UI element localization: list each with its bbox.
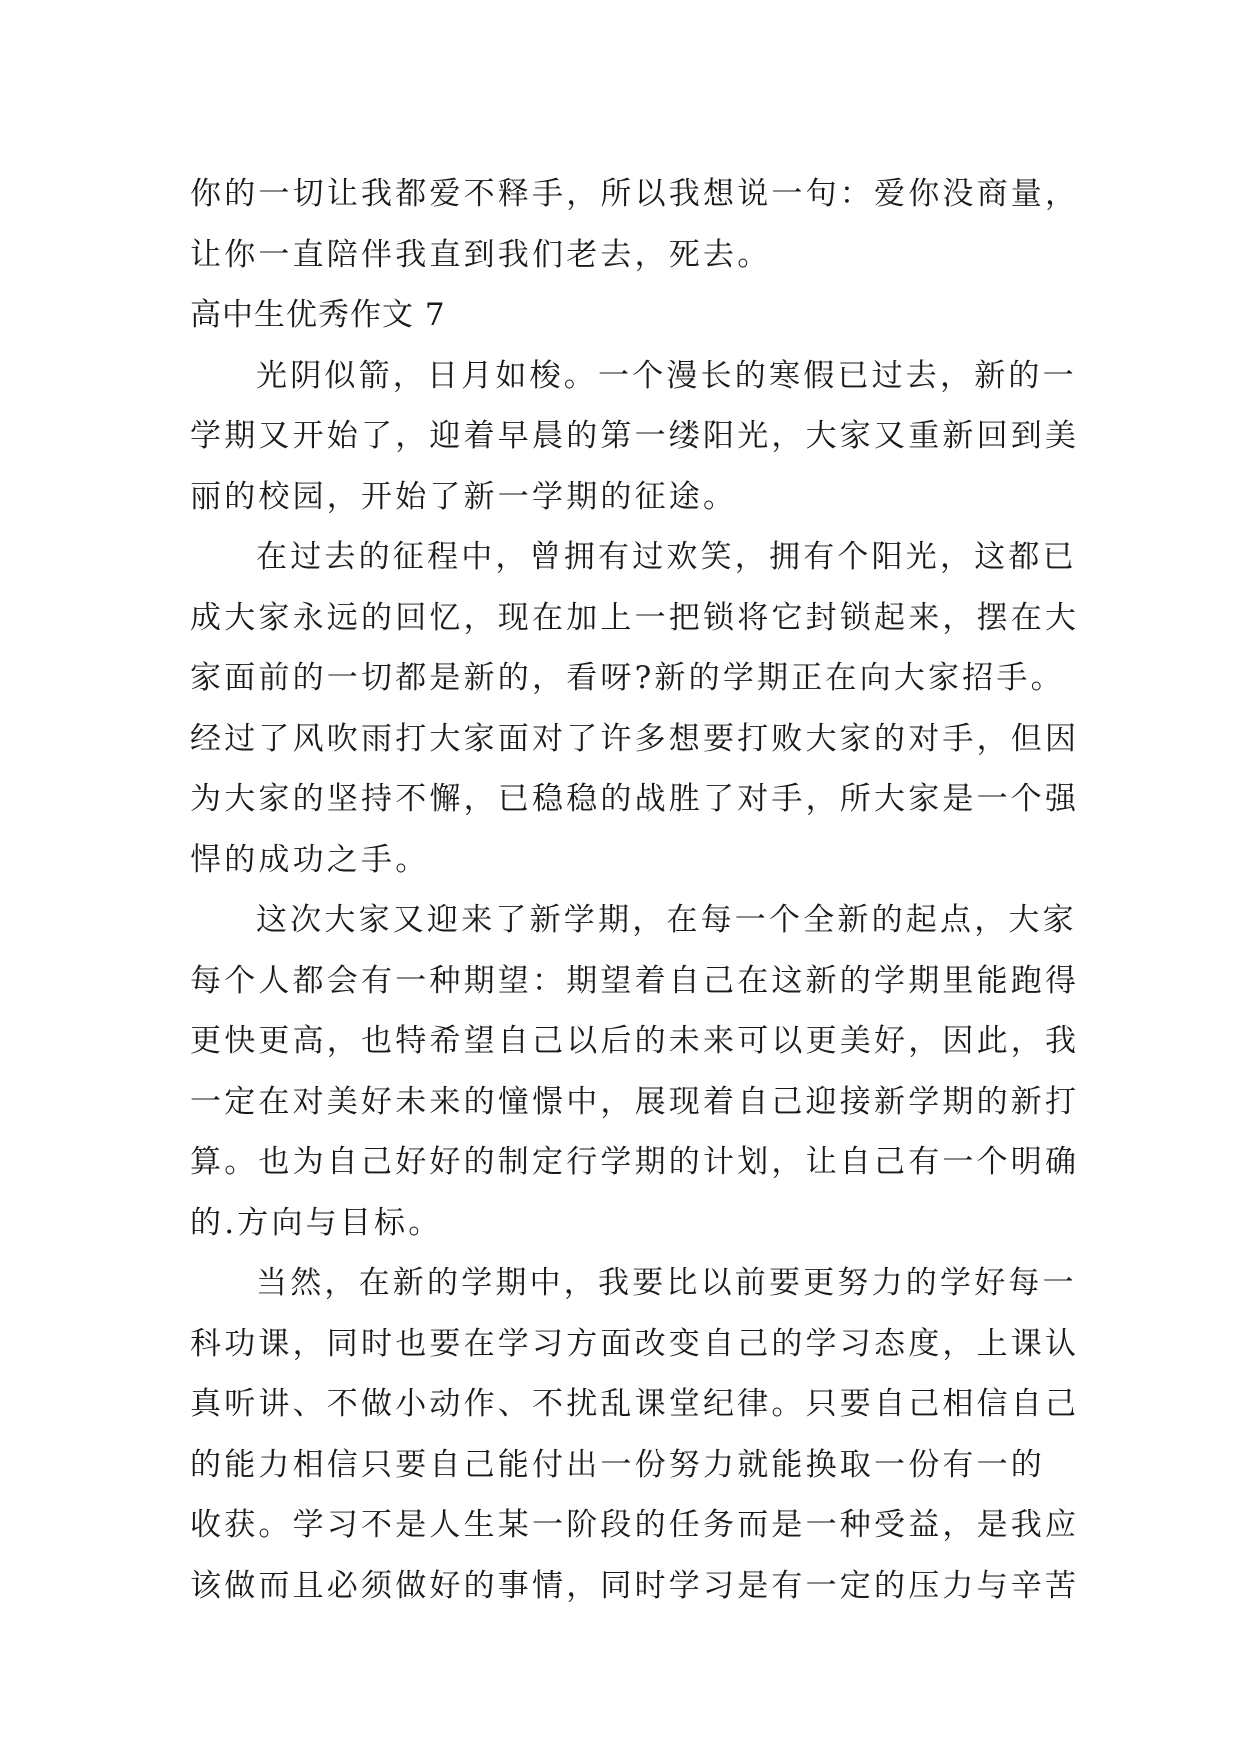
text-line: 收获。学习不是人生某一阶段的任务而是一种受益，是我应 [190,1507,1080,1543]
paragraph-first-line: 当然，在新的学期中，我要比以前要更努力的学好每一 [256,1265,1077,1301]
text-line: 为大家的坚持不懈，已稳稳的战胜了对手，所大家是一个强 [190,781,1080,817]
text-line: 让你一直陪伴我直到我们老去，死去。 [190,236,772,273]
text-line: 该做而且必须做好的事情，同时学习是有一定的压力与辛苦 [190,1567,1080,1604]
text-line: 真听讲、不做小动作、不扰乱课堂纪律。只要自己相信自己 [190,1386,1080,1422]
text-line: 更快更高，也特希望自己以后的未来可以更美好，因此，我 [190,1023,1080,1059]
text-line: 丽的校园，开始了新一学期的征途。 [190,478,738,515]
paragraph-first-line: 光阴似箭，日月如梭。一个漫长的寒假已过去，新的一 [256,357,1077,394]
text-line: 学期又开始了，迎着早晨的第一缕阳光，大家又重新回到美 [190,418,1080,454]
paragraph-first-line: 在过去的征程中，曾拥有过欢笑，拥有个阳光，这都已 [256,539,1077,575]
text-line: 悍的成功之手。 [190,841,430,878]
document-body [190,164,1080,1616]
text-line: 算。也为自己好好的制定行学期的计划，让自己有一个明确 [190,1144,1080,1180]
section-heading: 高中生优秀作文 7 [190,297,446,333]
text-line: 你的一切让我都爱不释手，所以我想说一句：爱你没商量， [190,176,1080,212]
text-line: 科功课，同时也要在学习方面改变自己的学习态度，上课认 [190,1325,1080,1362]
text-line: 成大家永远的回忆，现在加上一把锁将它封锁起来，摆在大 [190,599,1080,636]
text-line: 家面前的一切都是新的，看呀?新的学期正在向大家招手。 [190,660,1065,696]
text-line: 的.方向与目标。 [190,1204,443,1241]
text-line: 每个人都会有一种期望：期望着自己在这新的学期里能跑得 [190,962,1080,999]
text-line: 一定在对美好未来的憧憬中，展现着自己迎接新学期的新打 [190,1083,1080,1120]
text-line: 经过了风吹雨打大家面对了许多想要打败大家的对手，但因 [190,720,1080,757]
paragraph-first-line: 这次大家又迎来了新学期，在每一个全新的起点，大家 [256,902,1077,938]
text-line: 的能力相信只要自己能付出一份努力就能换取一份有一的 [190,1446,1045,1483]
